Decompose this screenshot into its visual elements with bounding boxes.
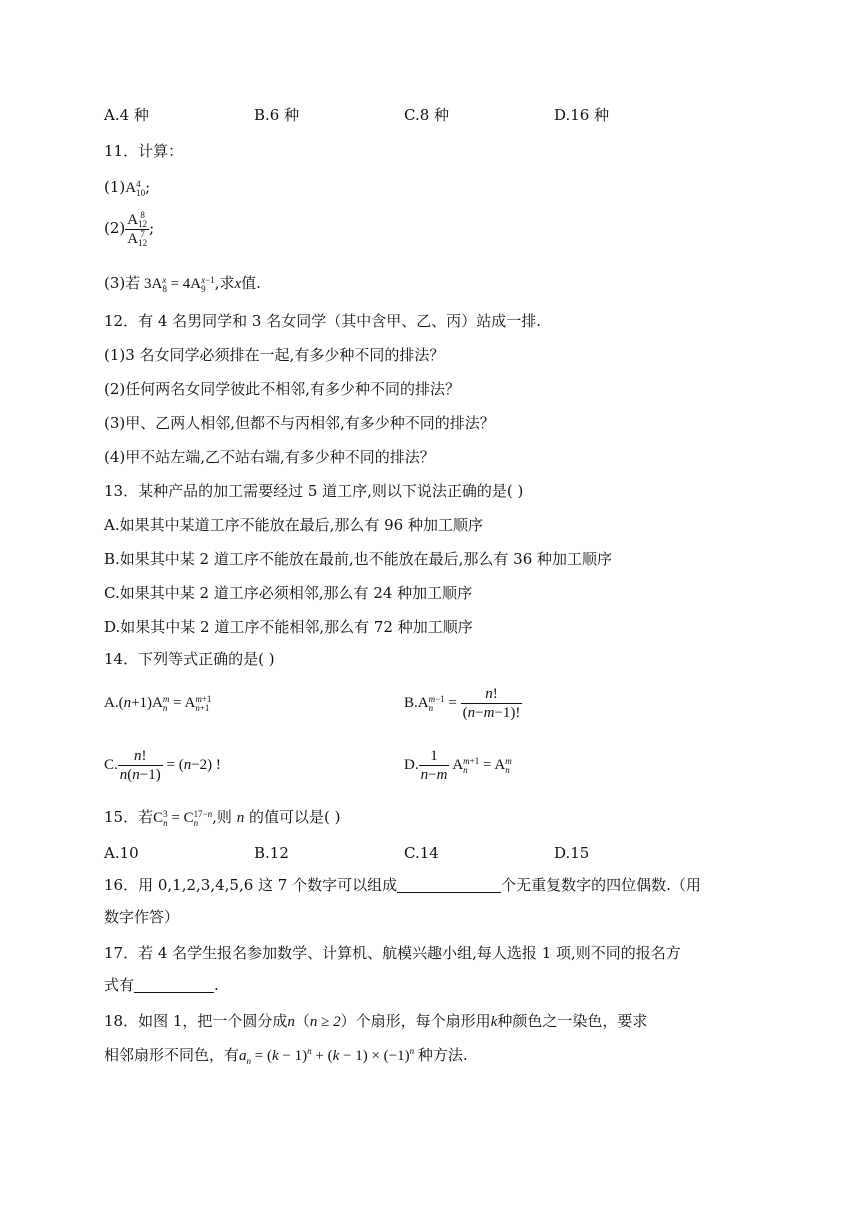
q18-line2-suffix: 种方法. bbox=[417, 1046, 468, 1064]
q17-line-1: 17．若 4 名学生报名参加数学、计算机、航模兴趣小组,每人选报 1 项,则不同的报名方 bbox=[104, 944, 681, 962]
q11-p2-fraction: A 8 12 A 7 12 bbox=[127, 209, 148, 248]
q18-line1-suffix: 种颜色之一染色，要求 bbox=[497, 1012, 648, 1030]
q11-p2-prefix: (2) bbox=[104, 219, 126, 237]
q18-var-k: k bbox=[490, 1014, 498, 1030]
q12-stem: 12．有 4 名男同学和 3 名女同学（其中含甲、乙、丙）站成一排. bbox=[104, 312, 542, 330]
q14-option-b bbox=[404, 680, 522, 726]
q14-label-d: D. bbox=[404, 757, 419, 773]
q15-stem-prefix: 15．若 bbox=[104, 808, 154, 826]
q16-line-2: 数字作答） bbox=[104, 908, 180, 926]
q18-line-1 bbox=[104, 1010, 647, 1033]
q11-p3-suffix: ,求 bbox=[214, 274, 235, 292]
q11-p3-prefix: (3)若 bbox=[104, 274, 141, 292]
q11-p3-var: x bbox=[234, 276, 242, 292]
q17-line-2 bbox=[104, 974, 219, 996]
q15-option-d: D.15 bbox=[554, 844, 590, 862]
q18-line1-prefix: 18．如图 1，把一个圆分成 bbox=[104, 1012, 288, 1030]
q10-option-c: C.8 种 bbox=[404, 106, 450, 124]
q14-d-formula: $\frac{1}{n-m}$ A m+1 n = A m n bbox=[420, 748, 512, 784]
q13-option-c: C.如果其中某 2 道工序必须相邻,那么有 24 种加工顺序 bbox=[104, 584, 473, 602]
q18-formula: $a_n = (k - 1)^n + (k - 1) \times (-1)^n$ bbox=[239, 1046, 415, 1066]
q14-label-b: B. bbox=[404, 695, 418, 711]
q10-option-d: D.16 种 bbox=[554, 106, 610, 124]
q14-label-a: A. bbox=[104, 695, 119, 711]
q18-cond-close: ） bbox=[340, 1012, 356, 1030]
q15-option-b: B.12 bbox=[254, 844, 289, 862]
q11-p1-prefix: (1) bbox=[104, 178, 126, 196]
q16-line1-suffix: 个无重复数字的四位偶数.（用 bbox=[501, 876, 701, 894]
q12-part-2: (2)任何两名女同学彼此不相邻,有多少种不同的排法？ bbox=[104, 380, 461, 398]
q11-part-3 bbox=[104, 272, 261, 295]
q11-p2-suffix: ; bbox=[149, 219, 155, 237]
q11-p3-end: 值. bbox=[241, 274, 261, 292]
q15-var: n bbox=[236, 810, 245, 826]
q14-option-a bbox=[104, 692, 211, 714]
q14-stem: 14．下列等式正确的是( ) bbox=[104, 650, 275, 668]
q18-condition: n ≥ 2 bbox=[309, 1014, 341, 1030]
q12-part-3: (3)甲、乙两人相邻,但都不与丙相邻,有多少种不同的排法？ bbox=[104, 414, 495, 432]
q11-part-1 bbox=[104, 176, 150, 199]
q15-formula: C 3 n = C 17−n n bbox=[153, 809, 213, 828]
q14-c-formula: $\frac{n!}{n(n-1)}$ = (n−2) ! bbox=[119, 748, 221, 784]
q11-part-2 bbox=[104, 208, 154, 248]
q14-option-c bbox=[104, 742, 221, 788]
q16-answer-blank[interactable] bbox=[397, 876, 501, 893]
q14-option-d bbox=[404, 742, 512, 788]
q10-option-b: B.6 种 bbox=[254, 106, 300, 124]
q16-line1-prefix: 16．用 0,1,2,3,4,5,6 这 7 个数字可以组成 bbox=[104, 876, 398, 894]
q18-line1-mid: 个扇形，每个扇形用 bbox=[355, 1012, 491, 1030]
q18-line2-prefix: 相邻扇形不同色，有 bbox=[104, 1046, 240, 1064]
q12-part-4: (4)甲不站左端,乙不站右端,有多少种不同的排法？ bbox=[104, 448, 435, 466]
q10-option-a: A.4 种 bbox=[104, 106, 149, 124]
q15-stem bbox=[104, 806, 340, 829]
q17-answer-blank[interactable] bbox=[134, 976, 214, 993]
q18-cond-open: （ bbox=[294, 1012, 310, 1030]
q16-line-1 bbox=[104, 874, 701, 896]
q11-p1-suffix: ; bbox=[145, 178, 151, 196]
q13-stem: 13．某种产品的加工需要经过 5 道工序,则以下说法正确的是( ) bbox=[104, 482, 524, 500]
q11-p1-formula: A 4 10 bbox=[125, 179, 146, 198]
q18-var-n: n bbox=[287, 1014, 295, 1030]
q11-stem: 11．计算： bbox=[104, 142, 184, 160]
q13-option-d: D.如果其中某 2 道工序不能相邻,那么有 72 种加工顺序 bbox=[104, 618, 473, 636]
q15-option-a: A.10 bbox=[104, 844, 139, 862]
q14-label-c: C. bbox=[104, 757, 118, 773]
q15-stem-mid: ,则 bbox=[212, 808, 232, 826]
q14-b-formula: A m−1 n = $\frac{n!}{(n-m-1)!}$ bbox=[417, 686, 521, 722]
q15-option-c: C.14 bbox=[404, 844, 439, 862]
q17-line2-prefix: 式有 bbox=[104, 976, 135, 994]
q14-a-formula: (n+1)A m n = A m+1 n+1 bbox=[118, 694, 212, 713]
q18-line-2 bbox=[104, 1044, 468, 1067]
q13-option-a: A.如果其中某道工序不能放在最后,那么有 96 种加工顺序 bbox=[104, 516, 483, 534]
q15-stem-suffix: 的值可以是( ) bbox=[249, 808, 341, 826]
q12-part-1: (1)3 名女同学必须排在一起,有多少种不同的排法？ bbox=[104, 346, 445, 364]
q11-p3-formula: 3A x 8 = 4A x−1 9 bbox=[140, 275, 215, 294]
q13-option-b: B.如果其中某 2 道工序不能放在最前,也不能放在最后,那么有 36 种加工顺序 bbox=[104, 550, 613, 568]
q17-line2-suffix: . bbox=[214, 976, 219, 994]
